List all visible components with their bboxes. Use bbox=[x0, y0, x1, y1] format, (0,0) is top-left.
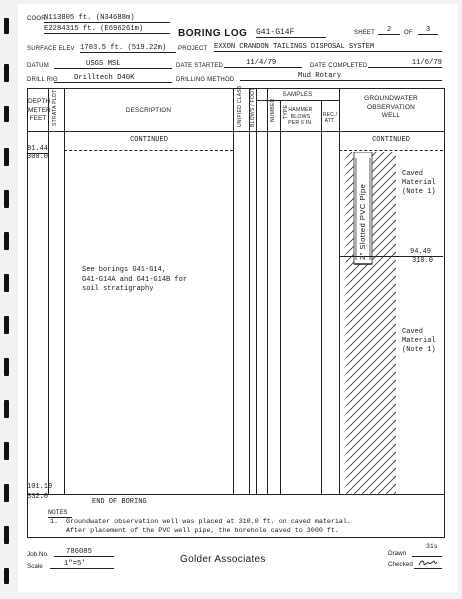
continued-description: CONTINUED bbox=[130, 136, 168, 144]
scale-value: 1"=5' bbox=[50, 560, 114, 569]
drawn-label: Drawn bbox=[388, 550, 407, 557]
job-label: Job No. bbox=[27, 551, 49, 558]
note-number: 1. bbox=[50, 518, 59, 526]
surface-elevation: 1703.5 ft. (519.22m) bbox=[80, 44, 176, 53]
continued-well: CONTINUED bbox=[372, 136, 410, 144]
bottom-depth-meters: 101.19 bbox=[27, 483, 53, 491]
date-completed: 11/6/79 bbox=[368, 59, 442, 68]
coord-north: N113805 ft. (N34688m) bbox=[44, 14, 170, 23]
caved-material-upper: Caved Material (Note 1) bbox=[402, 170, 436, 196]
date-started: 11/4/79 bbox=[224, 59, 302, 68]
boring-log-sheet bbox=[18, 4, 458, 592]
coord-label: COOR. bbox=[27, 16, 48, 22]
coord-east: E2284315 ft. (E696261m) bbox=[44, 25, 170, 34]
sample-type-header: TYPE bbox=[283, 104, 289, 119]
end-of-boring: END OF BORING bbox=[92, 498, 147, 506]
water-level-meters: 94.49 bbox=[410, 248, 432, 256]
samples-header: SAMPLES bbox=[282, 92, 313, 98]
depth-column-header: DEPTH METER FEET bbox=[28, 98, 51, 122]
well-diagram bbox=[344, 152, 400, 494]
bottom-depth-feet: 332.0 bbox=[27, 493, 49, 501]
datum-label: DATUM bbox=[27, 63, 49, 69]
surface-elev-label: SURFACE ELEV bbox=[27, 46, 75, 52]
company-name: Golder Associates bbox=[180, 554, 266, 565]
job-number: 786085 bbox=[54, 548, 114, 557]
sheet-number: 2 bbox=[378, 26, 400, 35]
checker-signature bbox=[418, 558, 438, 568]
caved-material-lower: Caved Material (Note 1) bbox=[402, 328, 436, 354]
strata-plot-header: STRATA PLOT bbox=[52, 89, 58, 126]
date-completed-label: DATE COMPLETED bbox=[310, 63, 368, 69]
scale-label: Scale bbox=[27, 563, 43, 570]
sheet-total: 3 bbox=[418, 26, 438, 35]
pvc-pipe-label: 2" Slotted PVC Pipe bbox=[358, 183, 367, 260]
blows-foot-header: BLOWS / FOOT bbox=[250, 87, 256, 127]
top-depth-feet: 300.0 bbox=[27, 153, 49, 161]
top-depth-meters: 91.44 bbox=[27, 145, 49, 153]
notes-heading: NOTES bbox=[48, 509, 68, 516]
drawn-by: 31s bbox=[426, 543, 438, 550]
drilling-method-label: DRILLING METHOD bbox=[176, 77, 235, 83]
date-started-label: DATE STARTED bbox=[176, 63, 224, 69]
drill-rig: Drilltech D40K bbox=[54, 74, 172, 83]
of-label: OF bbox=[404, 30, 413, 36]
unified-class-header: UNIFIED CLASS bbox=[237, 85, 243, 127]
sheet-label: SHEET bbox=[354, 30, 376, 36]
checked-label: Checked bbox=[388, 561, 413, 568]
water-level-feet: 310.0 bbox=[412, 257, 434, 265]
drill-rig-label: DRILL RIG bbox=[27, 77, 58, 83]
groundwater-header: GROUNDWATER OBSERVATION WELL bbox=[364, 95, 418, 119]
drilling-method: Mud Rotary bbox=[240, 72, 442, 81]
soil-description: See borings G41-G14, G41-G14A and G41-G14B for soil stratigraphy bbox=[82, 266, 188, 293]
rec-att-header: REC./ ATT. bbox=[322, 112, 338, 124]
document-title: BORING LOG bbox=[178, 28, 248, 39]
hammer-blows-header: HAMMER BLOWS PER 6 IN. bbox=[288, 107, 313, 127]
datum-value: USGS MSL bbox=[54, 60, 172, 69]
description-header: DESCRIPTION bbox=[125, 107, 172, 114]
note-text: Groundwater observation well was placed at 310.0 ft. on caved material. After placement of the PVC well pipe, the borehole caved to 3000 ft. bbox=[66, 518, 351, 535]
sample-number-header: NUMBER bbox=[270, 98, 276, 122]
boring-id: G41-G14F bbox=[256, 28, 326, 38]
project-label: PROJECT bbox=[178, 46, 208, 52]
project-name: EXXON CRANDON TAILINGS DISPOSAL SYSTEM bbox=[214, 43, 442, 52]
